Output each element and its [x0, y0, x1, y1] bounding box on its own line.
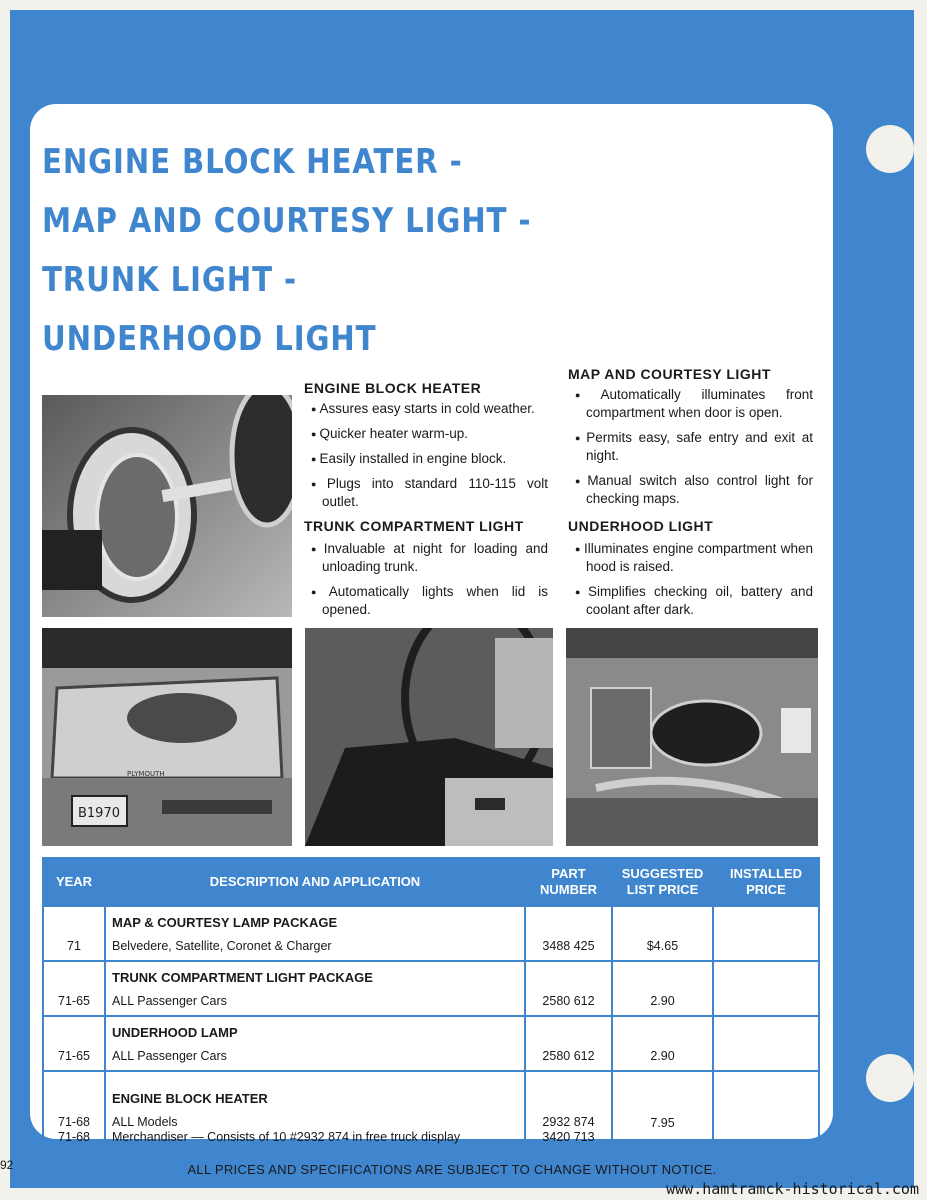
title-line-2: MAP AND COURTESY LIGHT - [42, 201, 532, 241]
application: ALL Passenger Cars [112, 994, 227, 1008]
title-line-3: TRUNK LIGHT - [42, 260, 297, 300]
cell-description [105, 906, 525, 961]
bullet: ● Plugs into standard 110-115 volt outlet. [304, 475, 548, 511]
bullet: ● Quicker heater warm-up. [304, 425, 548, 443]
engine-heater-bullets [304, 400, 548, 518]
cell-part-number: 2580 612 [525, 961, 612, 1016]
year-line-1: 71-68 [58, 1115, 90, 1129]
cell-year: 71-65 [43, 961, 105, 1016]
cell-installed [713, 1016, 819, 1071]
underhood-light-bullets [568, 540, 813, 626]
cell-price: 7.95 [612, 1071, 713, 1152]
bullet: ● Automatically illuminates front compartment when door is open. [568, 386, 813, 422]
table-row [43, 906, 819, 961]
underhood-light-heading: UNDERHOOD LIGHT [568, 518, 714, 534]
price-table [42, 857, 820, 1153]
year-line-2: 71-68 [58, 1130, 90, 1144]
part-number-1: 2932 874 [542, 1115, 595, 1129]
trunk-light-heading: TRUNK COMPARTMENT LIGHT [304, 518, 524, 534]
cell-installed [713, 906, 819, 961]
bullet: ● Automatically lights when lid is opened. [304, 583, 548, 619]
cell-description [105, 1071, 525, 1152]
courtesy-light-photo [305, 628, 553, 846]
cell-price: 2.90 [612, 1016, 713, 1071]
bullet: ● Simplifies checking oil, battery and coolant after dark. [568, 583, 813, 619]
trunk-plate-text: B1970 [77, 806, 121, 821]
cell-price: $4.65 [612, 906, 713, 961]
col-installed-price: INSTALLED PRICE [713, 858, 819, 906]
bullet: ● Manual switch also control light for checking maps. [568, 472, 813, 508]
trunk-light-bullets [304, 540, 548, 626]
package-name: UNDERHOOD LAMP [112, 1025, 238, 1040]
engine-block-heater-photo [42, 395, 292, 617]
cell-price: 2.90 [612, 961, 713, 1016]
table-row [43, 961, 819, 1016]
map-light-heading: MAP AND COURTESY LIGHT [568, 366, 771, 382]
application-2: Merchandiser — Consists of 10 #2932 874 in free truck display [112, 1130, 461, 1144]
footer-disclaimer: ALL PRICES AND SPECIFICATIONS ARE SUBJECT TO CHANGE WITHOUT NOTICE. [187, 1162, 717, 1177]
binder-hole-bottom [866, 1054, 914, 1102]
watermark: www.hamtramck-historical.com [666, 1180, 919, 1198]
col-year: YEAR [43, 858, 105, 906]
col-part-number: PART NUMBER [525, 858, 612, 906]
bullet: ● Illuminates engine compartment when hood is raised. [568, 540, 813, 576]
trunk-badge-text: PLYMOUTH [127, 770, 165, 778]
application: ALL Passenger Cars [112, 1049, 227, 1063]
bullet: ● Permits easy, safe entry and exit at night. [568, 429, 813, 465]
bullet: ● Assures easy starts in cold weather. [304, 400, 548, 418]
cell-year: 71-65 [43, 1016, 105, 1071]
package-name: TRUNK COMPARTMENT LIGHT PACKAGE [112, 970, 373, 985]
table-row [43, 1016, 819, 1071]
application: Belvedere, Satellite, Coronet & Charger [112, 939, 332, 953]
bullet: ● Invaluable at night for loading and unloading trunk. [304, 540, 548, 576]
cell-description [105, 961, 525, 1016]
bullet: ● Easily installed in engine block. [304, 450, 548, 468]
cell-year [43, 1071, 105, 1152]
table-header-row [43, 858, 819, 906]
cell-installed [713, 1071, 819, 1152]
col-description: DESCRIPTION AND APPLICATION [105, 858, 525, 906]
underhood-light-photo [566, 628, 818, 846]
engine-heater-heading: ENGINE BLOCK HEATER [304, 380, 482, 396]
table-row [43, 1071, 819, 1152]
part-number-2: 3420 713 [542, 1130, 595, 1144]
trunk-light-photo [42, 628, 292, 846]
package-name: ENGINE BLOCK HEATER [112, 1091, 268, 1106]
cell-part-number [525, 1071, 612, 1152]
cell-year: 71 [43, 906, 105, 961]
title-line-1: ENGINE BLOCK HEATER - [42, 142, 463, 182]
cell-installed [713, 961, 819, 1016]
title-line-4: UNDERHOOD LIGHT [42, 319, 377, 359]
map-light-bullets [568, 386, 813, 515]
cell-part-number: 2580 612 [525, 1016, 612, 1071]
page-number: 92 [0, 1158, 14, 1172]
col-list-price: SUGGESTED LIST PRICE [612, 858, 713, 906]
cell-description [105, 1016, 525, 1071]
cell-part-number: 3488 425 [525, 906, 612, 961]
binder-hole-top [866, 125, 914, 173]
package-name: MAP & COURTESY LAMP PACKAGE [112, 915, 338, 930]
application: ALL Models [112, 1115, 178, 1129]
